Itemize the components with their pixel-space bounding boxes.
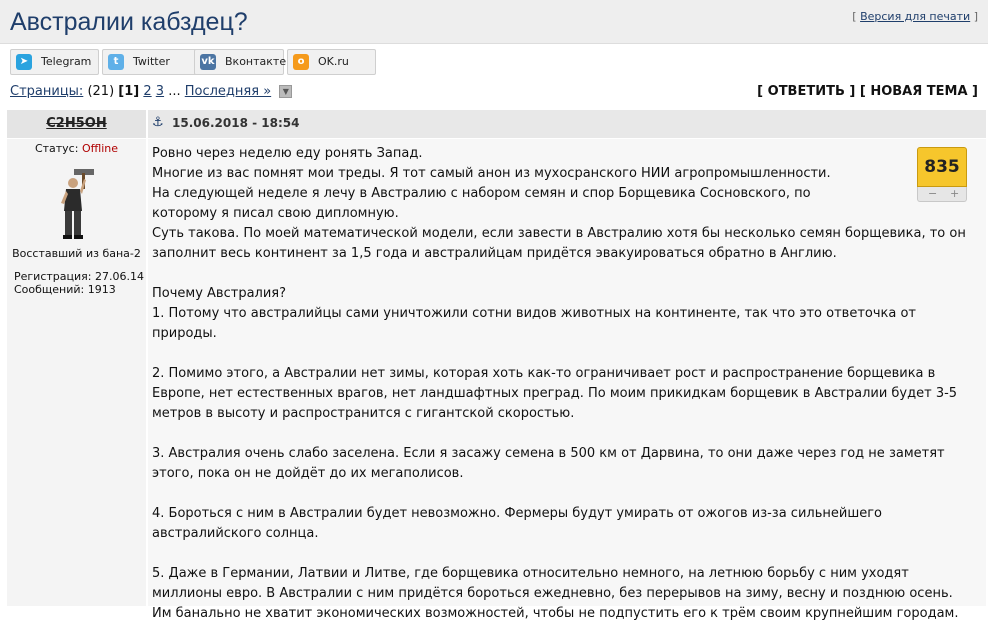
- post-paragraph: 1. Потому что австралийцы сами уничтожили сотни видов животных на континенте, так что это ответочка от природы.: [152, 306, 917, 341]
- rating-minus-button[interactable]: −: [928, 187, 938, 200]
- page-link-2[interactable]: 2: [143, 84, 152, 99]
- pagination: [10, 84, 292, 99]
- post-paragraph: Ровно через неделю еду ронять Запад.: [152, 146, 423, 161]
- avatar[interactable]: [51, 167, 97, 243]
- post-author-cell: [7, 110, 146, 138]
- share-twitter-button[interactable]: [102, 49, 198, 75]
- user-title: Восставший из бана-2: [12, 247, 141, 260]
- share-label: Вконтакте: [225, 55, 287, 68]
- post-paragraph: Многие из вас помнят мои треды. Я тот самый анон из мухосранского НИИ агропромышленности. На следующей неделе я лечу в Австралию с набором семян и спор Борщевика Сосновского, по которому я писал свою дипломную.: [152, 166, 831, 221]
- post-paragraph: 4. Бороться с ним в Австралии будет невозможно. Фермеры будут умирать от ожогов из-за сильнейшего австралийского солнца.: [152, 506, 882, 541]
- share-label: OK.ru: [318, 55, 349, 68]
- paragraph-gap: [152, 344, 972, 364]
- user-info-panel: [7, 139, 146, 606]
- telegram-icon: ➤: [16, 54, 32, 70]
- post-paragraph: 5. Даже в Германии, Латвии и Литве, где борщевика относительно немного, на летнюю борьбу с ним уходят миллионы евро. В Австралии с ним придётся бороться ежедневно, без перерывов на зиму, весну и позднюю осень. Им банально не хватит экономических возможностей, чтобы не подпустить его к трём своим крупнейшим городам.: [152, 566, 959, 621]
- post-paragraph: Почему Австралия?: [152, 286, 287, 301]
- paragraph-gap: [152, 424, 972, 444]
- post-date: 15.06.2018 - 18:54: [172, 116, 300, 130]
- share-label: Twitter: [133, 55, 170, 68]
- last-page-link[interactable]: Последняя »: [184, 84, 272, 99]
- topic-actions: [757, 84, 978, 99]
- post-text: [152, 144, 972, 624]
- post-paragraph: Суть такова. По моей математической модели, если завести в Австралию хотя бы несколько семян борщевика, то он заполнит весь континент за 1,5 года и австралийцам придётся эвакуироваться обратно в Англию.: [152, 226, 966, 261]
- print-version-link[interactable]: Версия для печати: [860, 10, 971, 23]
- pages-ellipsis: ...: [168, 84, 181, 99]
- share-label: Telegram: [41, 55, 92, 68]
- registration-date: Регистрация: 27.06.14: [14, 270, 144, 283]
- user-status: [7, 142, 146, 155]
- print-bracket-open: [: [852, 10, 857, 23]
- new-topic-button[interactable]: [ НОВАЯ ТЕМА ]: [859, 84, 978, 99]
- share-ok-button[interactable]: [287, 49, 376, 75]
- pagination-bar: [0, 84, 988, 104]
- pages-count: (21): [87, 84, 115, 99]
- print-version: [852, 10, 978, 23]
- vk-icon: vk: [200, 54, 216, 70]
- paragraph-gap: [152, 264, 972, 284]
- rating-value: 835: [917, 147, 967, 187]
- reply-button[interactable]: [ ОТВЕТИТЬ ]: [757, 84, 856, 99]
- author-name[interactable]: C2H5OH: [46, 116, 107, 131]
- message-count: Сообщений: 1913: [14, 283, 116, 296]
- rating-plus-button[interactable]: +: [950, 187, 960, 200]
- paragraph-gap: [152, 484, 972, 504]
- status-label: Статус:: [34, 142, 79, 155]
- page-link-3[interactable]: 3: [155, 84, 165, 99]
- topic-header: [0, 0, 988, 44]
- print-bracket-close: ]: [973, 10, 978, 23]
- current-page: [1]: [118, 84, 140, 99]
- pages-label-link[interactable]: Страницы:: [10, 84, 84, 99]
- status-badge: Offline: [81, 142, 119, 155]
- post-paragraph: 3. Австралия очень слабо заселена. Если я засажу семена в 500 км от Дарвина, то они даже через год не заметят этого, пока он не дойдёт до их мегаполисов.: [152, 446, 945, 481]
- share-telegram-button[interactable]: [10, 49, 99, 75]
- share-vk-button[interactable]: [194, 49, 287, 75]
- post-paragraph: 2. Помимо этого, а Австралии нет зимы, которая хоть как-то ограничивает рост и распространение борщевика в Европе, нет естественных врагов, нет ландшафтных преград. По моим прикидкам борщевик в Австралии будет 3-5 метров в высоту и распространится с гигантской скоростью.: [152, 366, 958, 421]
- chevron-down-icon[interactable]: ▼: [279, 85, 292, 98]
- post-body: [148, 139, 986, 621]
- twitter-icon: t: [108, 54, 124, 70]
- page-title: Австралии кабздец?: [10, 8, 248, 36]
- ok-icon: o: [293, 54, 309, 70]
- post-header: [148, 110, 986, 138]
- anchor-icon[interactable]: ⚓: [152, 115, 164, 130]
- paragraph-gap: [152, 544, 972, 564]
